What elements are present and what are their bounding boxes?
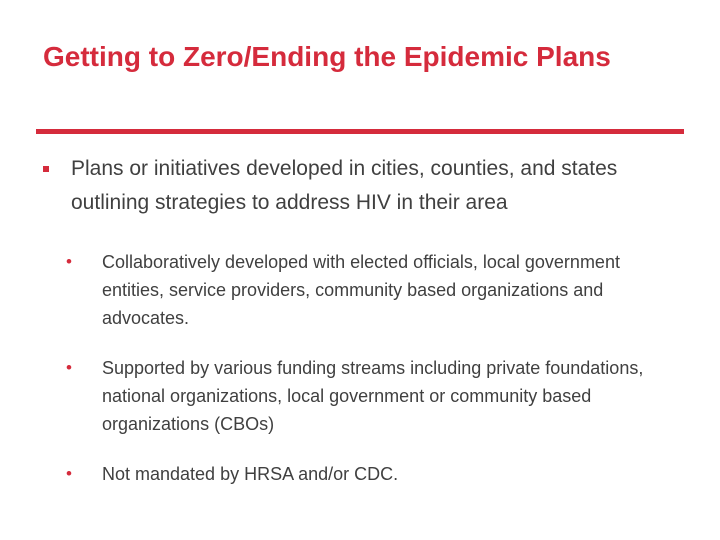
- bullet-text: Plans or initiatives developed in cities, counties, and states outlining strategies to address HIV in their area: [71, 157, 618, 214]
- square-bullet-icon: [43, 166, 49, 172]
- sub-bullet-text: Collaboratively developed with elected officials, local government entities, service providers, community based organizations and advocates.: [102, 252, 620, 328]
- title-underline-divider: [36, 129, 684, 134]
- bullet-item: [0, 152, 671, 220]
- slide-title: Getting to Zero/Ending the Epidemic Plans: [43, 41, 611, 72]
- sub-bullet-text: Not mandated by HRSA and/or CDC.: [102, 464, 399, 484]
- sub-bullet-text: Supported by various funding streams including private foundations, national organizations, local government or community based organizations (CBOs): [102, 358, 644, 434]
- round-bullet-icon: •: [66, 358, 72, 377]
- round-bullet-icon: •: [66, 464, 72, 483]
- round-bullet-icon: •: [66, 252, 72, 271]
- sub-bullet-item: [0, 460, 672, 488]
- sub-bullet-item: [0, 248, 672, 332]
- slide-body: [0, 152, 720, 510]
- sub-bullet-item: [0, 354, 672, 438]
- sub-bullet-list: [0, 248, 720, 488]
